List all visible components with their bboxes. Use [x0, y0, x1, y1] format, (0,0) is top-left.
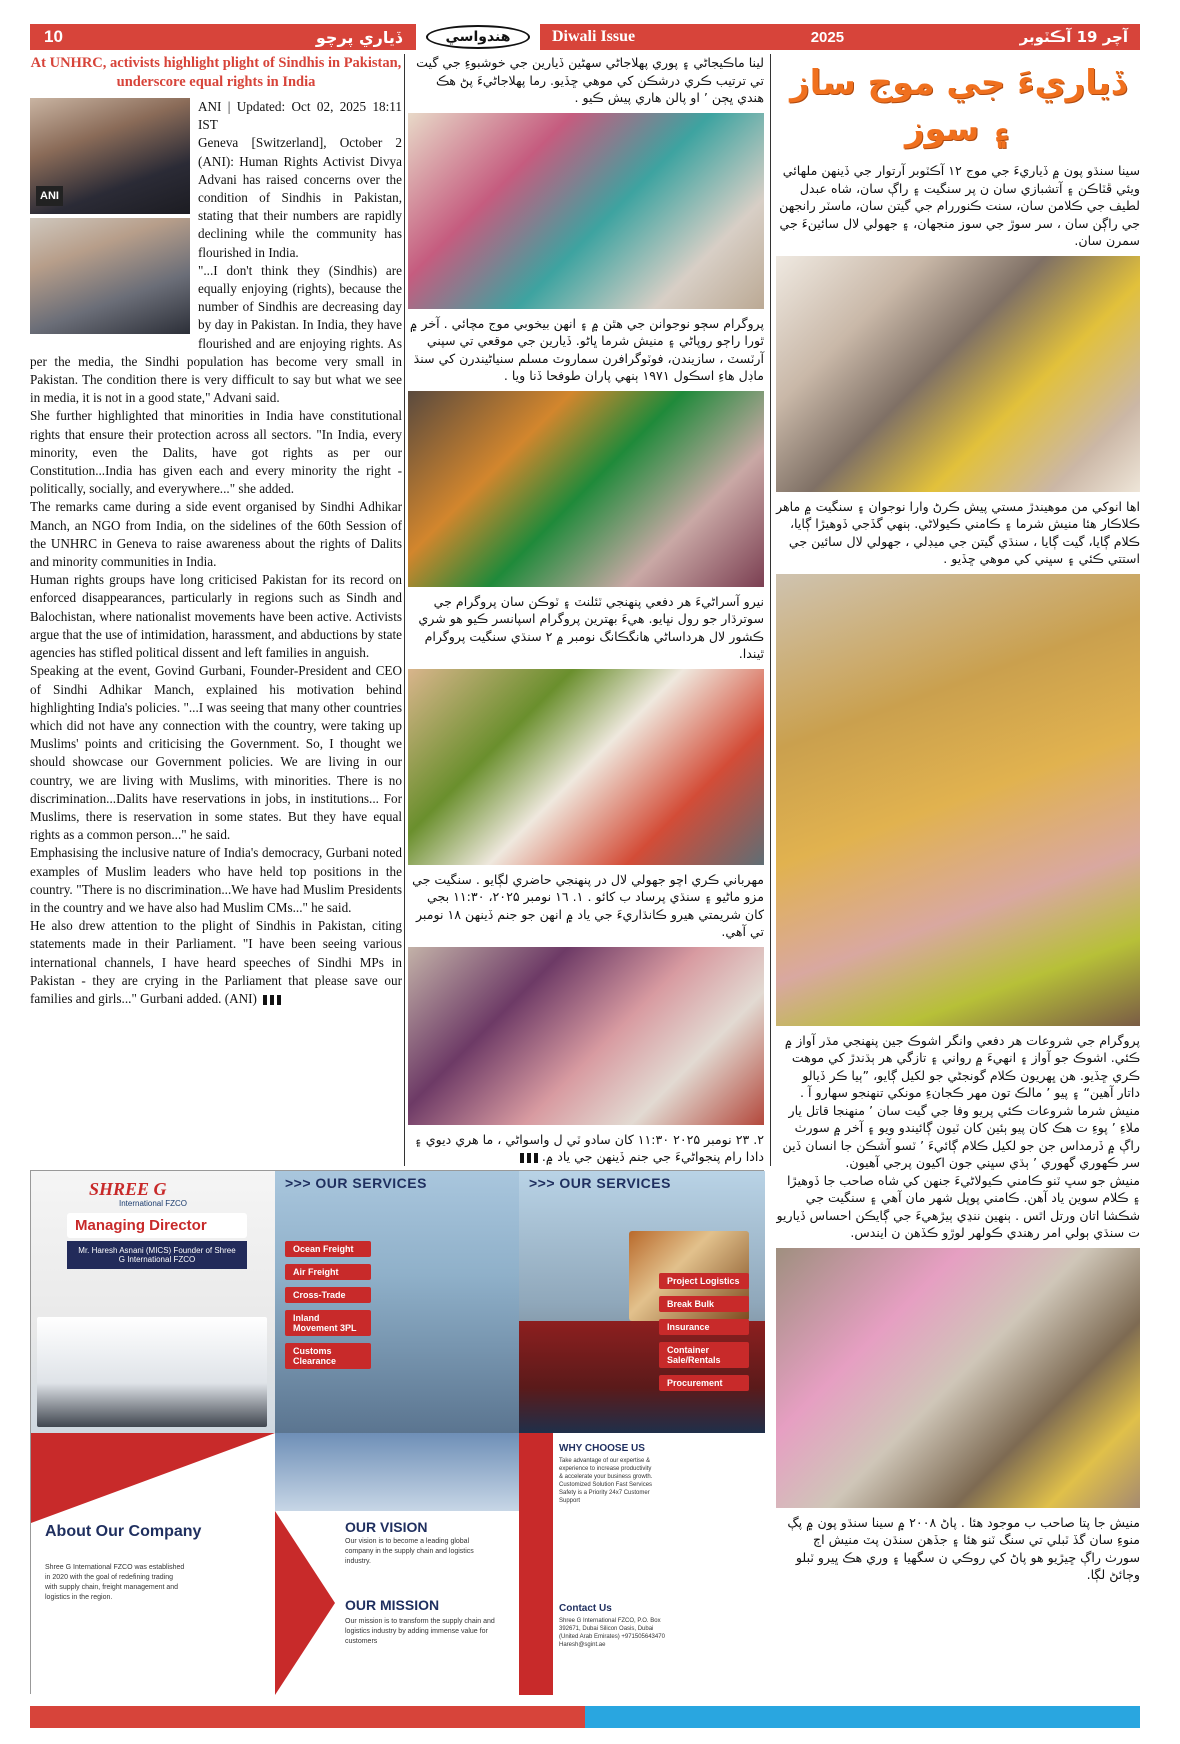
ad-about-heading: About Our Company [45, 1523, 202, 1540]
event-photo-felicitation-4 [408, 947, 764, 1125]
mid-caption-1: پروگرام سڄو نوجوانن جي هٿن ۾ ۽ انهن بيخوبي موج مچائي . آخر ۾ ٿورا راڄو روپاڻي ۽ منيش شرما ڀاڻو. ڏيارين جي موقعي تي سپني آرٽسٽ ، سازيندن، فوٽوگرافرن سماروٽ مسلم سنياڻيندرن کي سنڌ ماڊل هاءِ اسڪول ۱۹۷۱ ٻنهي پاران طوفحا ڏنا ويا . [409, 315, 764, 383]
article-paragraph [30, 917, 402, 1008]
article-dateline: ANI | Updated: Oct 02, 2025 18:11 IST [198, 99, 402, 133]
masthead-area [416, 24, 540, 50]
service-customs-clearance: Customs Clearance [285, 1343, 371, 1369]
ad-panel-about [31, 1433, 275, 1695]
article-paragraph: Speaking at the event, Govind Gurbani, Founder-President and CEO of Sindhi Adhikar Manch, explained his motivation behind highlighting India's policies. "...I was seeing that many other countries which did not have any connection with the country, were taking up Muslims' points and criticising the Government. So, I thought we should showcase our Government policies. We are living in our country, we are living with Muslims, with minorities. There is no discrimination...Dalits have reservations in jobs, in institutions... For Muslims, there is reservation in some states. But they have equal rights as a common person..." he said. [30, 663, 402, 843]
mid-caption-2: نيرو آسراڻيءَ هر دفعي پنهنجي ٽئلنٽ ۽ ٽوڪن سان پروگرام جي سوترڌار جو رول نڀايو. هيءَ بهترين پروگرام اسپانسر ڪيو هو شري ڪشور لال هرداساڻي هانگڪانگ نومبر ۾ ۲ سنڌي سنگيت پروگرام ٿيندا. [418, 593, 764, 661]
article-paragraph: Geneva [Switzerland], October 2 (ANI): Human Rights Activist Divya Advani has raised concerns over the condition of Sindhis in Pakistan, stating that their numbers are rapidly declining while the community has flourished in India. [198, 135, 402, 260]
end-of-article-icon [263, 995, 281, 1005]
event-photo-felicitation-3 [408, 669, 764, 865]
section-title: ڏياري پرچو [315, 27, 402, 47]
article-paragraph: "...I don't think they (Sindhis) are equally enjoying (rights), because the number of Sindhis are decreasing day by day in Pakistan. In India, they have flourished and are enjoying rights. As per the media, the Sindhi population has become very small in Pakistan. The condition there is very difficult to say but what we see in media, it is not in a good state," Advani said. [30, 262, 402, 406]
article-paragraph: She further highlighted that minorities in India have constitutional rights that ensure their protection across all sectors. "In India, every minority, even the Dalits, have got rights as per our Constitution...India has given each and every minority the right - politically, socially, and everywhere..." she added. [30, 408, 402, 497]
issue-date: آچر 19 آڪٽوبر [1019, 28, 1128, 46]
service-cross-trade: Cross-Trade [285, 1287, 371, 1303]
ad-panel-services-right [519, 1171, 765, 1433]
service-break-bulk: Break Bulk [659, 1296, 749, 1312]
service-project-logistics: Project Logistics [659, 1273, 749, 1289]
feature-title: ڏياريءَ جي موج ساز ۽ سوز [790, 63, 1126, 149]
issue-label: Diwali Issue [552, 28, 636, 45]
mid-caption-4-text: ۲. ۲۳ نومبر ۲۰۲۵ ۱۱:۳۰ کان سادو ٽي ل واسواڻي ، ما هري ديوي ۽ دادا رام پنجواڻيءَ جي جنم ڏينهن جي ياد ۾. [414, 1131, 764, 1164]
event-photo-elders [776, 1248, 1140, 1508]
ad-panel-services-left [275, 1171, 519, 1433]
photo-govind-gurbani [30, 218, 190, 334]
column-divider [770, 54, 771, 1166]
ad-services-list-left [285, 1241, 371, 1376]
issue-year: 2025 [810, 28, 845, 46]
ani-watermark: ANI [36, 186, 63, 206]
masthead-logo: هندواسي [426, 25, 531, 49]
airplane-image [275, 1433, 519, 1511]
photo-divya-advani [30, 98, 190, 214]
article-paragraph: Human rights groups have long criticised Pakistan for its record on enforced disappearances, particularly in regions such as Sindh and Balochistan, where nationalist movements have been active. Activists argue that the use of intimidation, harassment, and abductions by state agencies has stifled political dissent and left families in anguish. [30, 572, 402, 661]
event-photo-felicitation-1 [408, 113, 764, 309]
right-column [776, 54, 1140, 1694]
mid-caption-4 [408, 1131, 764, 1166]
article-paragraph: Emphasising the inclusive nature of India's democracy, Gurbani noted examples of Muslim leaders who have held top positions in the country. "There is no discrimination...We have had Muslim Presidents in the country and we have also had Muslim CMs..." he said. [30, 845, 402, 915]
service-insurance: Insurance [659, 1319, 749, 1335]
ad-mission-text: Our mission is to transform the supply chain and logistics industry by adding immense value for customers [345, 1618, 495, 1645]
article-body [30, 98, 402, 1008]
service-air-freight: Air Freight [285, 1264, 371, 1280]
red-triangle-decor [275, 1511, 335, 1695]
right-caption-5: منيش جا پتا صاحب ب موجود هئا . پاڻ ۲۰۰۸ ۾ سينا سنڌو پون ۾ پڳ منوءِ سان گڏ ٽبلي تي سنگ ٽنو هئا ۽ جڏهن سنڌن پٽ منيش اڄ سورٺ راڳ ڇيڙيو هو پاڻ کي روڪي ن سگهيا ۽ وري هڪ ڀيرو ٽبلو وڄائڻ لڳا. [787, 1514, 1140, 1582]
service-ocean-freight: Ocean Freight [285, 1241, 371, 1257]
ad-contact-text: Shree G International FZCO, P.O. Box 392671, Dubai Silicon Oasis, Dubai (United Arab Emirates) +971505643470 Haresh@sgint.ae [559, 1618, 665, 1648]
event-photo-singers [776, 574, 1140, 1026]
right-intro-text: سينا سنڌو پون ۾ ڏياريءَ جي موج ۱۲ آڪٽوبر آرتوار جي ڏينهن ملهائي ويئي ڦٽاڪن ۽ آتشبازي سان ن پر سنگيت ۽ راڳ سان، شاه عبدل لطيف جي ڪلامن سان، سنت ڪنوررام جي گيتن سان، ماسٽر رانجهن جي راڳن سان ، سر سوڙ جي سوز منجهان، ۽ جهولي لال سائينءَ جي سمرن سان. [779, 163, 1140, 248]
event-photo-felicitation-2 [408, 391, 764, 587]
ad-panel-vision [275, 1433, 519, 1695]
ad-services-heading: >>> OUR SERVICES [529, 1175, 671, 1191]
page-header [30, 24, 1140, 50]
ad-mission-heading: OUR MISSION [345, 1597, 440, 1613]
ad-logo-subtitle: International FZCO [119, 1199, 188, 1208]
service-inland-movement: Inland Movement 3PL [285, 1310, 371, 1336]
red-triangle-decor [31, 1433, 275, 1523]
end-of-article-icon [520, 1153, 538, 1163]
article-headline: At UNHRC, activists highlight plight of Sindhis in Pakistan, underscore equal rights in India [30, 55, 402, 90]
service-procurement: Procurement [659, 1375, 749, 1391]
column-divider [404, 54, 405, 1166]
ad-about-text: Shree G International FZCO was established in 2020 with the goal of redefining trading with supply chain, freight management and logistics in the region. [45, 1564, 185, 1601]
ad-panel-director [31, 1171, 275, 1433]
footer-red-band [30, 1706, 585, 1728]
english-article [30, 54, 402, 1166]
ad-vision-text: Our vision is to become a leading global company in the supply chain and logistics industry. [345, 1538, 474, 1565]
service-container-sale: Container Sale/Rentals [659, 1342, 749, 1368]
ad-md-name: Mr. Haresh Asnani (MICS) Founder of Shree G International FZCO [67, 1241, 247, 1269]
right-caption-3: منيش شرما شروعات ڪئي پريو وفا جي گيت سان ’ منهنجا قاتل يار ملاءِ ’ پوءِ ت هڪ کان پيو ٻئين کان ٽيون ڳائيندو ويو ۽ آخر ۾ سورٺ راڳ ۾ ڏرمداس جن جو لکيل ڪلام ڳائيءَ ’ ٽسو آشڪن جا انسان ڏين سر ڪهوري گهوري ’ ٻڌي سڀني جون اکيون پرجي آهيون. [782, 1102, 1140, 1170]
article-paragraph-text: He also drew attention to the plight of Sindhis in Pakistan, citing statements made in their Parliament. "I have been seeing various international channels, I have heard speeches of Sindhi MPs in Pakistan - they are crying in the Parliament that please save our families and girls..." Gurbani added. (ANI) [30, 918, 402, 1006]
red-band-decor [519, 1433, 553, 1695]
right-caption-2: پروگرام جي شروعات هر دفعي وانگر اشوڪ جين پنهنجي مڌر آواز ۾ ڪئي. اشوڪ جو آواز ۽ انهيءَ ۾ رواني ۽ تازگي هر ٻڌندڙ کي موهت ڪري ڇڏيو. هن ڀهريون ڪلام گونجڻي جو لکيل ڳايو، ”ٻيا ڪر ڏيالو داتار آهين“ ۽ پيو ’ مالڪ تون مهر ڪجانءِ مونکي تنهنجو سهارو آ . [784, 1032, 1140, 1100]
header-left-band [30, 24, 416, 50]
ad-why-text: Take advantage of our expertise & experience to increase productivity & accelerate your business growth. Customized Solution Fast Services Safety is a Priority 24x7 Customer Support [559, 1458, 653, 1504]
ad-logo: SHREE G [89, 1179, 167, 1199]
right-caption-1: اها انوکي من موهيندڙ مستي پيش ڪرڻ وارا نوجوان ۽ سنگيت ۾ ماهر ڪلاڪار هئا منيش شرما ۽ ڪامني ڪيولاڻي. ٻنهي گڏجي ڏوهيڙا ڳايا، ڪلام ڳايا، گيت ڳايا ، سنڌي گيتن جي ميڊلي ، جهولي لال سائين جي استتي ڪئي ۽ سڀني کي موهي ڇڏيو . [776, 498, 1140, 566]
article-photos [30, 98, 190, 338]
ad-services-list-right [659, 1273, 749, 1398]
mid-intro-text: لينا ماڪيجاڻي ۽ پوري پهلاجاڻي سهڻين ڏيارين جي خوشبوءِ جي گيت تي ترتيب ڪري درشڪن کي موهي ڇڏيو. رما پهلاجاڻيءَ پڻ هڪ هندي ڀڄن ’ او پالن هاري پيش ڪيو . [416, 55, 764, 105]
ad-md-title: Managing Director [67, 1213, 247, 1238]
ad-why-heading: WHY CHOOSE US [559, 1443, 645, 1454]
header-right-band [540, 24, 1140, 50]
right-caption-4: منيش جو سڀ ٽنو ڪامني ڪيولاڻيءَ جنهن کي شاه صاحب جا ڏوهيڙا ۽ ڪلام سوين ياد آهن. ڪامني پوپل شهر مان آهي ۽ سنگيت جي شڪشا اتان ورتل اٿس . ٻنهين ننڍي ٻيڙهيءَ جي ڳايڪن احساس ڏياريو ت سنڌي ٻولي امر رهندي ڪولهر لوڙو ڪڏهن ن ايندس. [776, 1172, 1140, 1240]
shree-g-advertisement [30, 1170, 764, 1694]
ad-services-heading: >>> OUR SERVICES [285, 1175, 427, 1191]
page-number: 10 [44, 27, 63, 46]
middle-column [408, 54, 764, 1166]
footer-blue-band [585, 1706, 1140, 1728]
event-photo-greeting [776, 256, 1140, 492]
ad-vision-heading: OUR VISION [345, 1519, 428, 1535]
ad-panel-contact [519, 1433, 765, 1695]
truck-image [37, 1317, 267, 1427]
page-footer-bar [30, 1706, 1140, 1728]
ad-contact-heading: Contact Us [559, 1603, 612, 1614]
mid-caption-3: مهرباني ڪري اچو جهولي لال در پنهنجي حاضري لڳايو . سنگيت جي مزو ماڻيو ۽ سنڌي پرساد ب کائو . ۱. ۱٦ نومبر ۲۰۲۵، ۱۱:۳۰ بجي کان شريمتي هيرو ڪانڌاريءَ جي ياد ۾ انهن جو جنم ڏينهن ۱۸ نومبر تي آهي. [412, 871, 764, 939]
article-paragraph: The remarks came during a side event organised by Sindhi Adhikar Manch, an NGO from India, on the sidelines of the 60th Session of the UNHRC in Geneva to raise awareness about the rights of Dalits and minority communities in India. [30, 499, 402, 570]
